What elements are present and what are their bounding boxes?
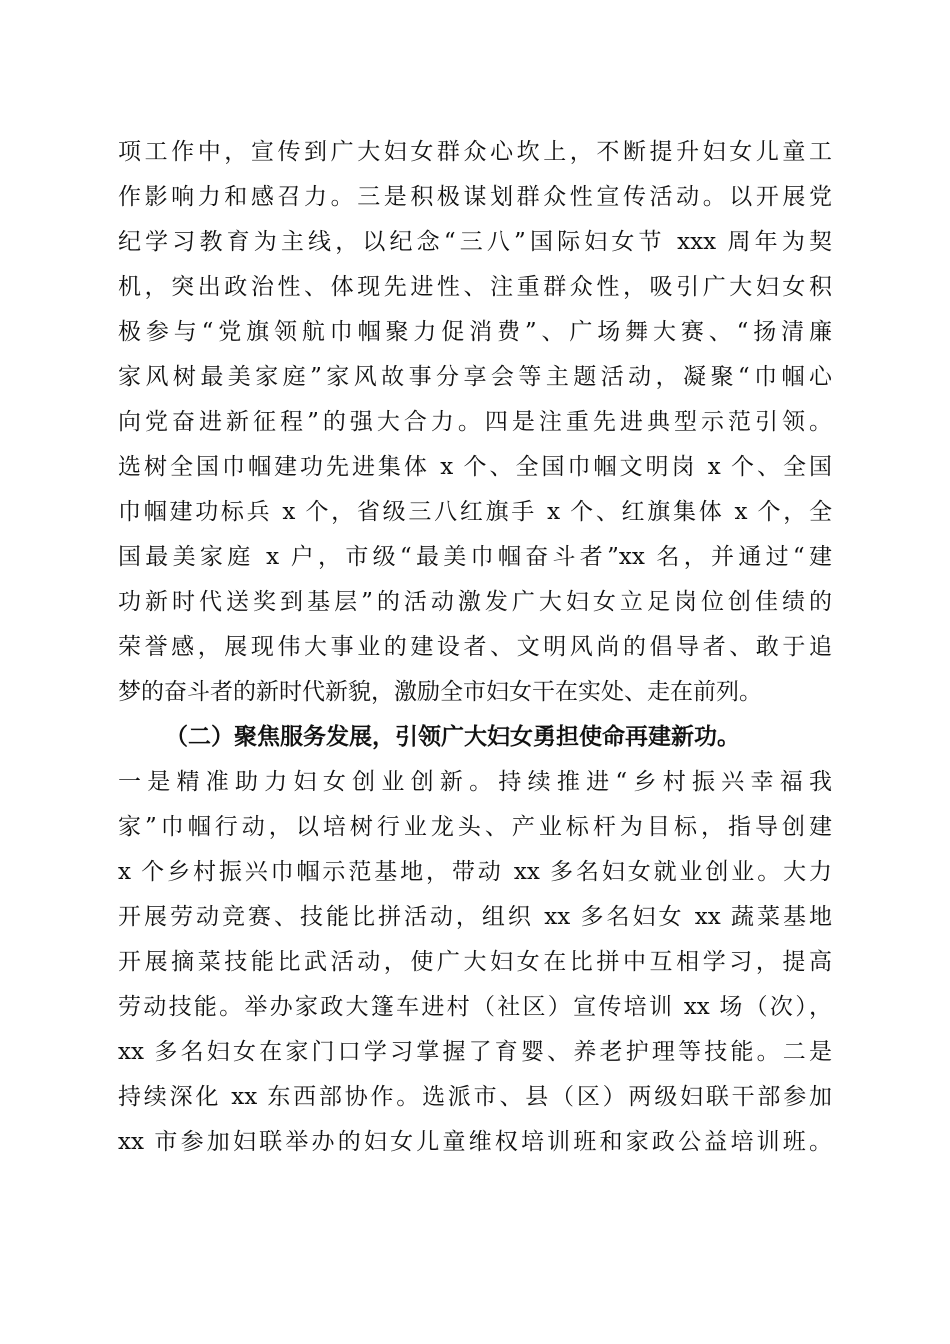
text-line-2: 作影响力和感召力。三是积极谋划群众性宣传活动。以开展党 (118, 184, 832, 210)
text-line-23: xx 市参加妇联举办的妇女儿童维权培训班和家政公益培训班。 (118, 1129, 832, 1155)
text-line-12: 荣誉感，展现伟大事业的建设者、文明风尚的倡导者、敢于追 (118, 634, 832, 660)
text-line-16: 家”巾帼行动，以培树行业龙头、产业标杆为目标，指导创建 (118, 814, 832, 840)
text-line-7: 向党奋进新征程”的强大合力。四是注重先进典型示范引领。 (118, 409, 832, 435)
text-line-13: 梦的奋斗者的新时代新貌，激励全市妇女干在实处、走在前列。 (118, 679, 762, 705)
text-line-20: 劳动技能。举办家政大篷车进村（社区）宣传培训 xx 场（次）， (118, 994, 832, 1020)
text-line-10: 国最美家庭 x 户，市级“最美巾帼奋斗者”xx 名，并通过“建 (118, 544, 832, 570)
text-line-3: 纪学习教育为主线，以纪念“三八”国际妇女节 xxx 周年为契 (118, 229, 832, 255)
text-line-18: 开展劳动竞赛、技能比拼活动，组织 xx 多名妇女 xx 蔬菜基地 (118, 904, 832, 930)
text-line-4: 机，突出政治性、体现先进性、注重群众性，吸引广大妇女积 (118, 274, 832, 300)
text-line-17: x 个乡村振兴巾帼示范基地，带动 xx 多名妇女就业创业。大力 (118, 859, 832, 885)
text-line-9: 巾帼建功标兵 x 个，省级三八红旗手 x 个、红旗集体 x 个，全 (118, 499, 832, 525)
text-line-11: 功新时代送奖到基层”的活动激发广大妇女立足岗位创佳绩的 (118, 589, 832, 615)
text-line-22: 持续深化 xx 东西部协作。选派市、县（区）两级妇联干部参加 (118, 1084, 832, 1110)
text-line-21: xx 多名妇女在家门口学习掌握了育婴、养老护理等技能。二是 (118, 1039, 832, 1065)
text-line-19: 开展摘菜技能比武活动，使广大妇女在比拼中互相学习，提高 (118, 949, 832, 975)
text-line-15: 一是精准助力妇女创业创新。持续推进“乡村振兴幸福我 (118, 769, 832, 795)
text-line-8: 选树全国巾帼建功先进集体 x 个、全国巾帼文明岗 x 个、全国 (118, 454, 832, 480)
text-line-6: 家风树最美家庭”家风故事分享会等主题活动，凝聚“巾帼心 (118, 364, 832, 390)
section-heading: （二）聚焦服务发展，引领广大妇女勇担使命再建新功。 (165, 724, 740, 750)
text-line-1: 项工作中，宣传到广大妇女群众心坎上，不断提升妇女儿童工 (118, 139, 832, 165)
text-line-5: 极参与“党旗领航巾帼聚力促消费”、广场舞大赛、“扬清廉 (118, 319, 832, 345)
